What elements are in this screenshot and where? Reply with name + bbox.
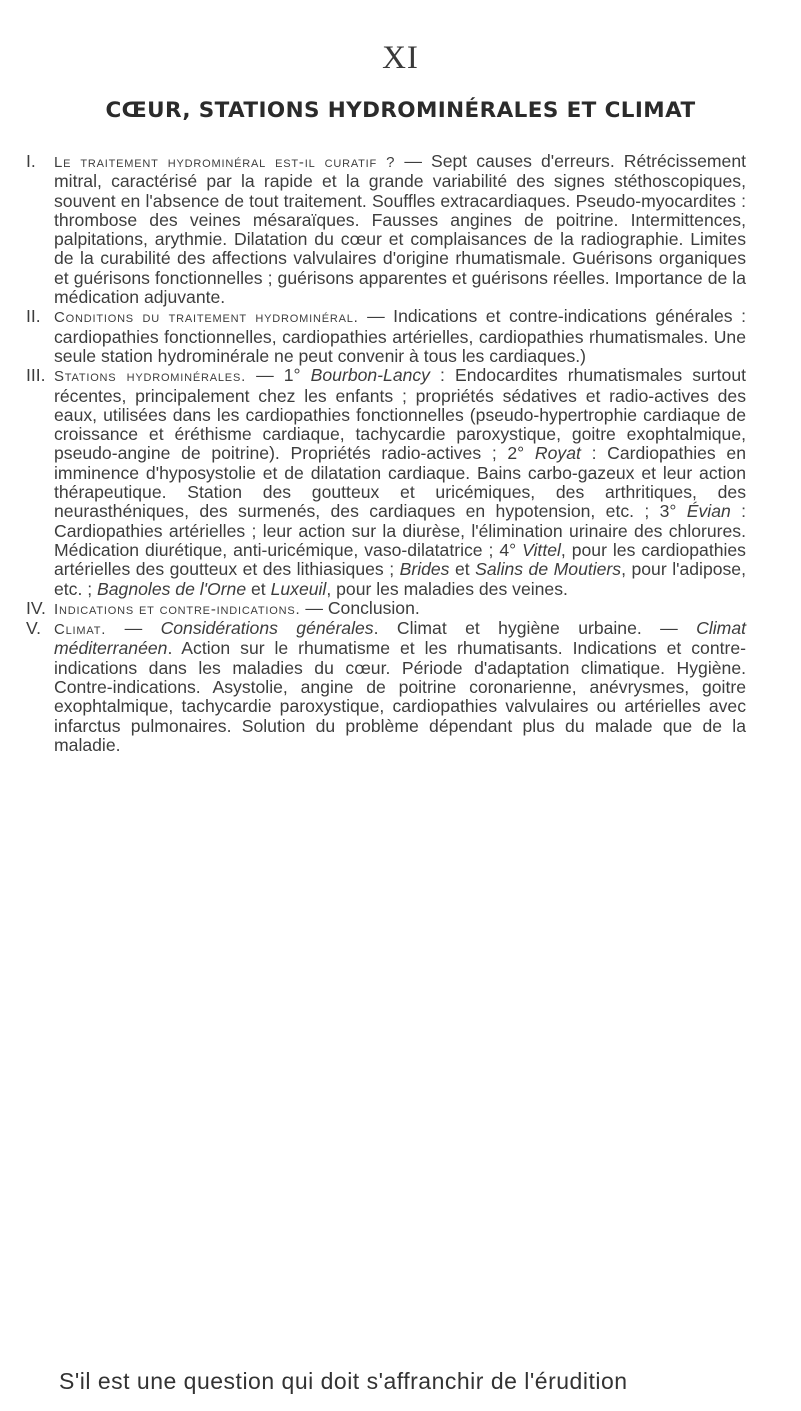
summary-section-3 xyxy=(26,366,746,599)
section-heading: Le traitement hydrominéral est-il curatif ? xyxy=(54,154,396,171)
summary-section-2 xyxy=(26,307,746,366)
summary-section-1 xyxy=(26,152,746,307)
chapter-title: CŒUR, STATIONS HYDROMINÉRALES ET CLIMAT xyxy=(105,98,696,123)
chapter-number: XI xyxy=(382,40,419,76)
section-number: I. xyxy=(26,151,36,171)
section-text: — 1° Bourbon-Lancy : Endocardites rhumatismales surtout récentes, principalement chez les enfants ; propriétés sédatives et radio-actives des eaux, utilisées dans les cardiopathies fonctionnelles (pseudo-hypertrophie cardiaque de croissance et éréthisme cardiaque, tachycardie paroxystique, goitre exophtalmique, pseudo-angine de poitrine). Propriétés radio-actives ; 2° Royat : Cardiopathies en imminence d'hyposystolie et de dilatation cardiaque. Bains carbo-gazeux et leur action thérapeutique. Station des goutteux et uricémiques, des arthritiques, des neurasthéniques, des surmenés, des cardiaques en hypotension, etc. ; 3° Évian : Cardiopathies artérielles ; leur action sur la diurèse, l'élimination urinaire des chlorures. Médication diurétique, anti-uricémique, vaso-dilatatrice ; 4° Vittel, pour les cardiopathies artérielles des goutteux et des lithiasiques ; Brides et Salins de Moutiers, pour l'adipose, etc. ; Bagnoles de l'Orne et Luxeuil, pour les maladies des veines. xyxy=(54,365,746,599)
body-first-line: S'il est une question qui doit s'affranchir de l'érudition xyxy=(59,1368,628,1394)
section-heading: Stations hydrominérales. xyxy=(54,368,247,386)
summary-section-5 xyxy=(26,619,746,755)
section-text: — Sept causes d'erreurs. Rétrécissement mitral, caractérisé par la rapide et la grande variabilité des signes stéthoscopiques, souvent en l'absence de tout traitement. Souffles extracardiaques. Pseudo-myocardites : thrombose des veines mésaraïques. Fausses angines de poitrine. Intermittences, palpitations, arythmie. Dilatation du cœur et complaisances de la radiographie. Limites de la curabilité des affections valvulaires d'origine rhumatismale. Guérisons organiques et guérisons fonctionnelles ; guérisons apparentes et guérisons réelles. Importance de la médication adjuvante. xyxy=(54,151,746,308)
section-text: — Indications et contre-indications générales : cardiopathies fonctionnelles, cardiopathies artérielles, cardiopathies rhumatismales. Une seule station hydrominérale ne peut convenir à tous les cardiaques.) xyxy=(54,306,746,366)
section-number: II. xyxy=(26,306,41,327)
chapter-summary xyxy=(26,152,746,755)
section-number: IV. xyxy=(26,597,46,618)
section-text: — Conclusion. xyxy=(300,597,420,618)
section-heading: Conditions du traitement hydrominéral. xyxy=(54,309,359,327)
section-heading: Indications et contre-indications. xyxy=(54,600,301,618)
section-text: — Considérations générales. Climat et hygiène urbaine. — Climat méditerranéen. Action sur le rhumatisme et les rhumatisants. Indications et contre-indications dans les maladies du cœur. Période d'adaptation climatique. Hygiène. Contre-indications. Asystolie, angine de poitrine coronarienne, anévrysmes, goitre exophtalmique, tachycardie paroxystique, cardiopathies valvulaires ou artérielles avec infarctus pulmonaires. Solution du problème dépendant plus du malade que de la maladie. xyxy=(54,618,746,755)
section-heading: Climat. xyxy=(54,621,107,639)
section-number: V. xyxy=(26,618,42,639)
summary-section-4 xyxy=(26,599,746,619)
section-number: III. xyxy=(26,365,46,386)
